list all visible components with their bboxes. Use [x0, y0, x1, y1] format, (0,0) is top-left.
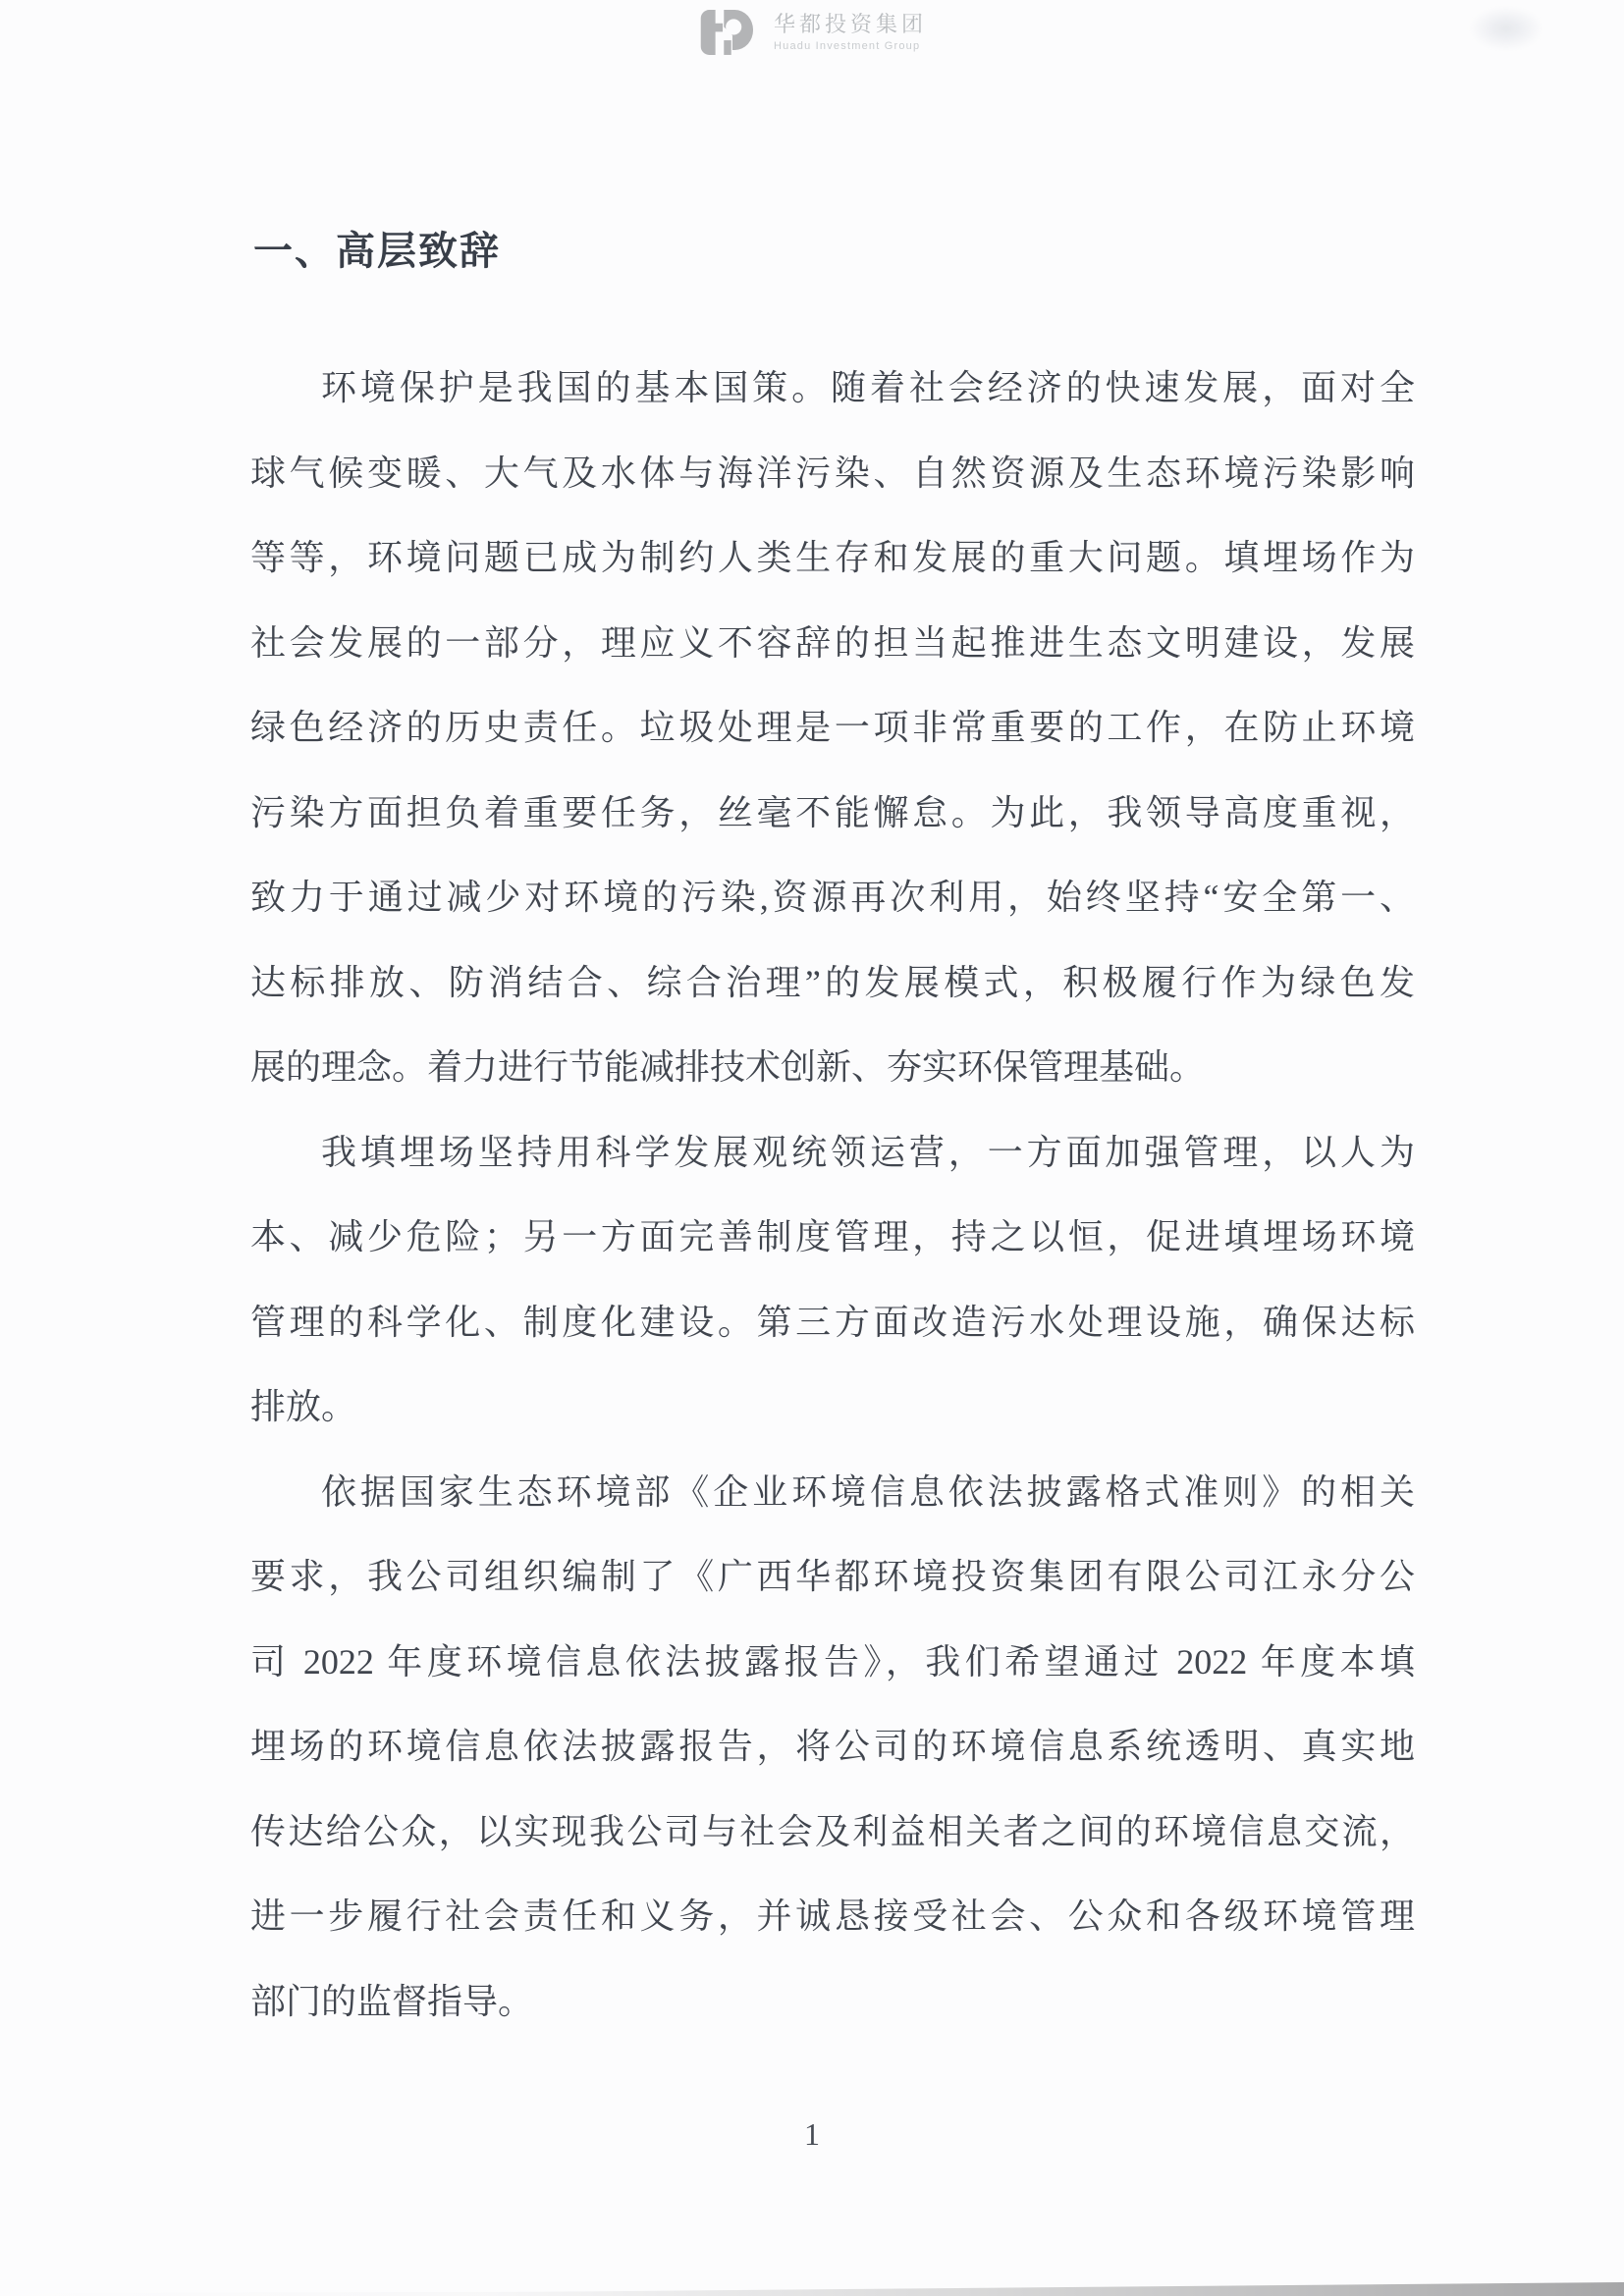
text-line: 管理的科学化、制度化建设。第三方面改造污水处理设施，确保达标 — [250, 1302, 1415, 1342]
text-line: 要求，我公司组织编制了《广西华都环境投资集团有限公司江永分公 — [250, 1557, 1415, 1596]
text-line: 部门的监督指导。 — [250, 1981, 534, 2021]
text-line: 传达给公众，以实现我公司与社会及利益相关者之间的环境信息交流， — [250, 1811, 1415, 1851]
text-line: 污染方面担负着重要任务，丝毫不能懈怠。为此，我领导高度重视， — [250, 792, 1415, 832]
logo — [0, 10, 1624, 55]
text-line: 排放。 — [250, 1387, 357, 1426]
text-line: 绿色经济的历史责任。垃圾处理是一项非常重要的工作，在防止环境 — [250, 708, 1415, 747]
text-line: 依据国家生态环境部《企业环境信息依法披露格式准则》的相关 — [321, 1471, 1415, 1512]
huadu-logo-icon — [697, 10, 758, 55]
text-line: 埋场的环境信息依法披露报告，将公司的环境信息系统透明、真实地 — [250, 1727, 1415, 1766]
text-line: 我填埋场坚持用科学发展观统领运营，一方面加强管理，以人为 — [321, 1132, 1415, 1172]
text-line: 司 2022 年度环境信息依法披露报告》，我们希望通过 2022 年度本填 — [250, 1641, 1415, 1682]
scan-shadow — [0, 2282, 1624, 2296]
section-heading: 一、高层致辞 — [253, 229, 501, 273]
text-line: 达标排放、防消结合、综合治理”的发展模式，积极履行作为绿色发 — [250, 962, 1415, 1002]
text-line: 进一步履行社会责任和义务，并诚恳接受社会、公众和各级环境管理 — [250, 1896, 1415, 1936]
logo-text — [774, 13, 927, 51]
text-line: 社会发展的一部分，理应义不容辞的担当起推进生态文明建设，发展 — [250, 622, 1415, 663]
scan-smudge — [1469, 6, 1543, 51]
text-line: 环境保护是我国的基本国策。随着社会经济的快速发展，面对全 — [321, 368, 1415, 407]
text-line: 致力于通过减少对环境的污染,资源再次利用，始终坚持“安全第一、 — [250, 878, 1415, 917]
text-line: 展的理念。着力进行节能减排技术创新、夯实环保管理基础。 — [250, 1047, 1206, 1087]
text-line: 等等，环境问题已成为制约人类生存和发展的重大问题。填埋场作为 — [250, 538, 1415, 577]
document-body — [250, 346, 1415, 2044]
logo-name-en: Huadu Investment Group — [773, 39, 921, 52]
page-number: 1 — [804, 2116, 820, 2152]
text-line: 球气候变暖、大气及水体与海洋污染、自然资源及生态环境污染影响 — [250, 453, 1415, 493]
text-line: 本、减少危险；另一方面完善制度管理，持之以恒，促进填埋场环境 — [250, 1217, 1415, 1256]
logo-name-zh: 华都投资集团 — [773, 12, 927, 37]
